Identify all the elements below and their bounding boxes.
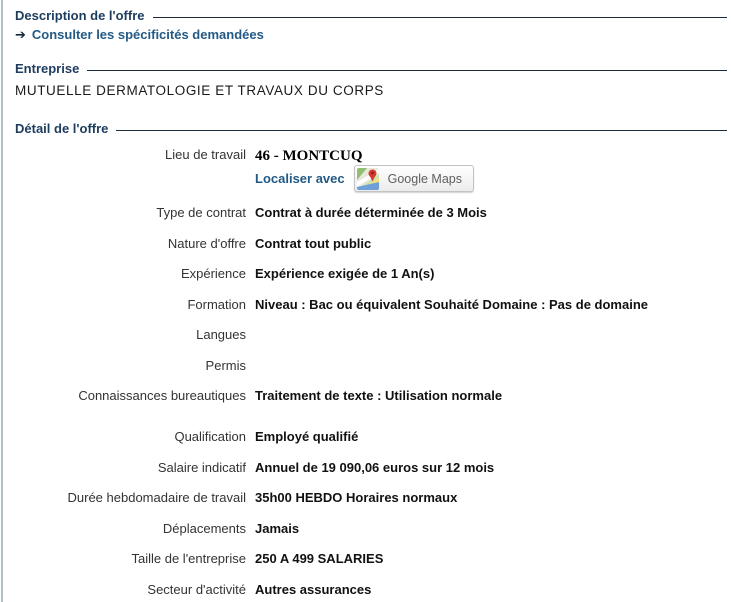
row-label: Connaissances bureautiques: [78, 388, 246, 403]
row-label: Lieu de travail: [165, 147, 246, 162]
row-label: Langues: [196, 327, 246, 342]
google-maps-button-label: Google Maps: [387, 171, 462, 186]
section-title-entreprise: Entreprise: [15, 61, 80, 76]
row-value: 250 A 499 SALARIES: [255, 551, 384, 566]
specificites-link[interactable]: [15, 27, 264, 42]
row-value: Expérience exigée de 1 An(s): [255, 266, 435, 281]
row-label: Expérience: [180, 266, 246, 281]
row-value: 35h00 HEBDO Horaires normaux: [255, 490, 458, 505]
row-value: Autres assurances: [255, 581, 372, 597]
detail-rows: [15, 147, 727, 597]
localiser-label: Localiser avec: [255, 171, 345, 186]
row-label: Permis: [205, 357, 246, 373]
section-rule: [153, 17, 728, 18]
detail-row-nature-offre: [15, 236, 727, 251]
detail-row-duree-hebdomadaire: [15, 490, 727, 505]
row-label: Type de contrat: [156, 205, 246, 220]
section-title-description: Description de l'offre: [15, 8, 145, 23]
row-label: Déplacements: [162, 520, 246, 536]
localiser-row: [255, 165, 474, 192]
row-label: Taille de l'entreprise: [131, 551, 246, 566]
row-value: Niveau : Bac ou équivalent Souhaité Domaine : Pas de domaine: [255, 296, 648, 312]
row-value: Annuel de 19 090,06 euros sur 12 mois: [255, 459, 495, 475]
section-rule: [116, 130, 727, 131]
google-maps-icon: [357, 168, 379, 190]
detail-row-secteur-activite: [15, 582, 727, 597]
row-value: Jamais: [255, 520, 300, 536]
detail-row-lieu-de-travail: [15, 147, 727, 192]
row-label: Salaire indicatif: [157, 459, 246, 475]
row-label: Nature d'offre: [167, 235, 246, 251]
row-label: Qualification: [174, 429, 246, 444]
detail-row-experience: [15, 266, 727, 281]
row-value: Traitement de texte : Utilisation normale: [255, 388, 503, 403]
section-header-detail: [15, 121, 727, 136]
arrow-right-icon: ➔: [15, 27, 26, 42]
detail-row-salaire-indicatif: [15, 460, 727, 475]
google-maps-button[interactable]: [354, 165, 474, 192]
detail-row-deplacements: [15, 521, 727, 536]
section-title-detail: Détail de l'offre: [15, 121, 109, 136]
row-value-group: [255, 147, 474, 192]
offer-detail-page: [1, 0, 731, 602]
detail-row-qualification: [15, 429, 727, 444]
row-label: Secteur d'activité: [147, 581, 246, 597]
detail-row-permis: [15, 358, 727, 373]
row-label: Formation: [187, 296, 246, 312]
section-header-entreprise: [15, 61, 727, 76]
section-header-description: [15, 8, 727, 23]
row-label: Durée hebdomadaire de travail: [67, 490, 246, 505]
row-value: Contrat tout public: [255, 235, 372, 251]
detail-row-langues: [15, 327, 727, 342]
row-value: Contrat à durée déterminée de 3 Mois: [255, 205, 487, 220]
detail-row-formation: [15, 297, 727, 312]
work-location-value: 46 - MONTCUQ: [255, 148, 363, 164]
row-value: Employé qualifié: [255, 429, 359, 444]
detail-row-taille-entreprise: [15, 551, 727, 566]
section-rule: [87, 70, 727, 71]
company-name: MUTUELLE DERMATOLOGIE ET TRAVAUX DU CORPS: [15, 83, 384, 98]
specificites-link-label[interactable]: Consulter les spécificités demandées: [31, 27, 264, 42]
detail-row-type-de-contrat: [15, 205, 727, 220]
detail-row-connaissances-bureautiques: [15, 388, 727, 403]
